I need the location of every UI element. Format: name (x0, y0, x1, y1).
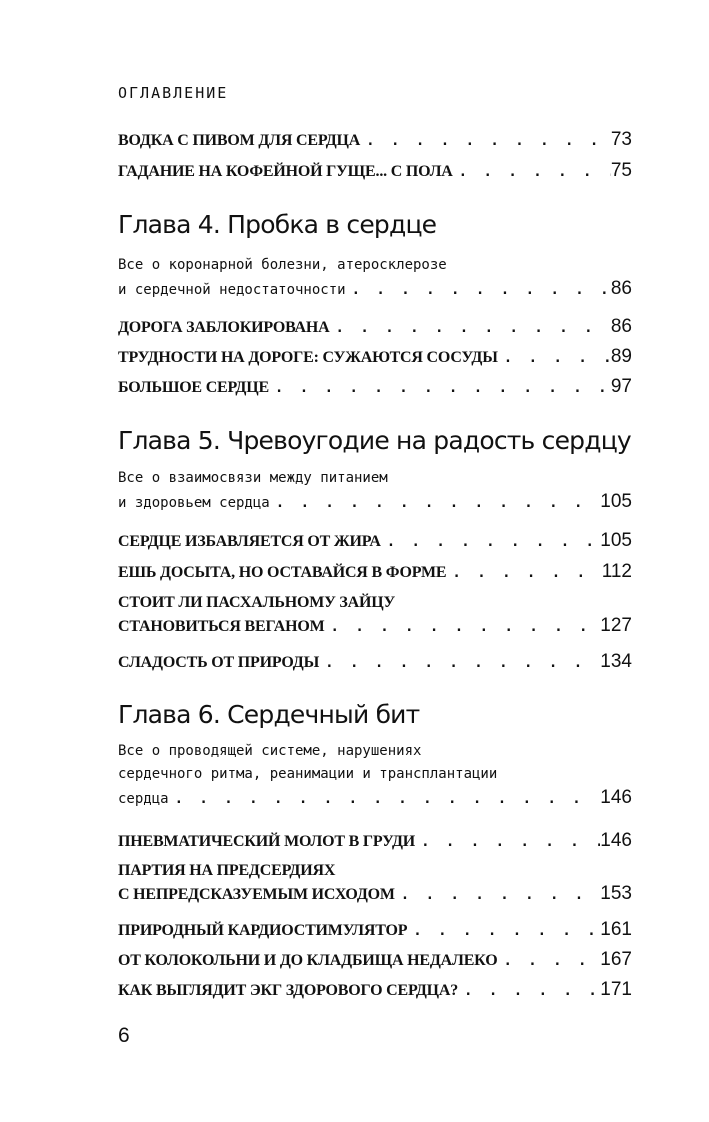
leader-dots (446, 562, 601, 585)
entry-page: 105 (600, 530, 632, 551)
toc-entry[interactable] (118, 315, 632, 340)
entry-title: ГАДАНИЕ НА КОФЕЙНОЙ ГУЩЕ... С ПОЛА (118, 163, 453, 180)
entry-title: ПНЕВМАТИЧЕСКИЙ МОЛОТ В ГРУДИ (118, 833, 416, 850)
toc-entry[interactable] (118, 948, 632, 973)
leader-dots (346, 279, 611, 302)
leader-dots (497, 950, 600, 973)
toc-entry[interactable] (118, 375, 632, 400)
entry-page: 127 (600, 615, 632, 636)
entry-page: 86 (610, 316, 632, 337)
entry-page: 153 (600, 883, 632, 904)
description-line: Все о коронарной болезни, атеросклерозе (118, 257, 447, 273)
entry-title: СЛАДОСТЬ ОТ ПРИРОДЫ (118, 654, 320, 671)
leader-dots (169, 788, 601, 811)
entry-page: 73 (610, 129, 632, 150)
entry-title: КАК ВЫГЛЯДИТ ЭКГ ЗДОРОВОГО СЕРДЦА? (118, 982, 459, 999)
entry-title: СЕРДЦЕ ИЗБАВЛЯЕТСЯ ОТ ЖИРА (118, 533, 381, 550)
toc-entry[interactable] (118, 529, 632, 554)
entry-page: 146 (600, 787, 632, 808)
leader-dots (360, 130, 611, 153)
leader-dots (415, 831, 600, 854)
running-head: ОГЛАВЛЕНИЕ (118, 84, 229, 102)
entry-page: 105 (600, 491, 632, 512)
page-number: 6 (118, 1024, 130, 1047)
chapter-6-heading[interactable]: Глава 6. Сердечный бит (118, 700, 420, 729)
toc-entry[interactable] (118, 128, 632, 153)
leader-dots (407, 920, 600, 943)
leader-dots (381, 531, 601, 554)
entry-title: С НЕПРЕДСКАЗУЕМЫМ ИСХОДОМ (118, 886, 395, 903)
entry-title: ВОДКА С ПИВОМ ДЛЯ СЕРДЦА (118, 132, 361, 149)
leader-dots (330, 317, 611, 340)
toc-entry[interactable] (118, 345, 632, 370)
entry-title: СТАНОВИТЬСЯ ВЕГАНОМ (118, 618, 325, 635)
entry-page: 112 (601, 561, 632, 582)
entry-page: 171 (600, 979, 632, 1000)
toc-entry[interactable] (118, 978, 632, 1003)
description-line: сердечного ритма, реанимации и трансплантации (118, 766, 498, 782)
toc-entry[interactable] (118, 650, 632, 675)
entry-title: ДОРОГА ЗАБЛОКИРОВАНА (118, 319, 330, 336)
entry-page: 167 (600, 949, 632, 970)
entry-title: ПАРТИЯ НА ПРЕДСЕРДИЯХ (118, 862, 336, 879)
toc-entry[interactable] (118, 829, 632, 854)
entry-title: ОТ КОЛОКОЛЬНИ И ДО КЛАДБИЩА НЕДАЛЕКО (118, 952, 498, 969)
entry-title: БОЛЬШОЕ СЕРДЦЕ (118, 379, 269, 396)
leader-dots (395, 884, 601, 907)
leader-dots (270, 492, 601, 515)
chapter-5-description[interactable] (118, 467, 632, 515)
entry-page: 89 (610, 346, 632, 367)
description-line: и здоровьем сердца (118, 495, 270, 511)
toc-entry[interactable] (118, 859, 632, 907)
toc-entry[interactable] (118, 918, 632, 943)
chapter-4-heading[interactable]: Глава 4. Пробка в сердце (118, 210, 437, 239)
chapter-5-heading[interactable]: Глава 5. Чревоугодие на радость сердцу (118, 426, 631, 455)
entry-page: 86 (610, 278, 632, 299)
entry-title: СТОИТ ЛИ ПАСХАЛЬНОМУ ЗАЙЦУ (118, 594, 396, 611)
chapter-4-description[interactable] (118, 254, 632, 302)
toc-entry[interactable] (118, 560, 632, 585)
entry-page: 146 (600, 830, 632, 851)
description-line: Все о проводящей системе, нарушениях (118, 743, 422, 759)
entry-page: 161 (600, 919, 632, 940)
description-line: и сердечной недостаточности (118, 282, 346, 298)
leader-dots (324, 616, 600, 639)
leader-dots (269, 377, 611, 400)
entry-page: 75 (610, 160, 632, 181)
entry-page: 97 (610, 376, 632, 397)
toc-entry[interactable] (118, 159, 632, 184)
toc-entry[interactable] (118, 591, 632, 639)
leader-dots (453, 161, 611, 184)
entry-title: ЕШЬ ДОСЫТА, НО ОСТАВАЙСЯ В ФОРМЕ (118, 564, 447, 581)
entry-title: ТРУДНОСТИ НА ДОРОГЕ: СУЖАЮТСЯ СОСУДЫ (118, 349, 498, 366)
leader-dots (319, 652, 600, 675)
leader-dots (458, 980, 600, 1003)
entry-page: 134 (600, 651, 632, 672)
description-line: Все о взаимосвязи между питанием (118, 470, 388, 486)
chapter-6-description[interactable] (118, 740, 632, 811)
leader-dots (498, 347, 611, 370)
description-line: сердца (118, 791, 169, 807)
entry-title: ПРИРОДНЫЙ КАРДИОСТИМУЛЯТОР (118, 922, 408, 939)
